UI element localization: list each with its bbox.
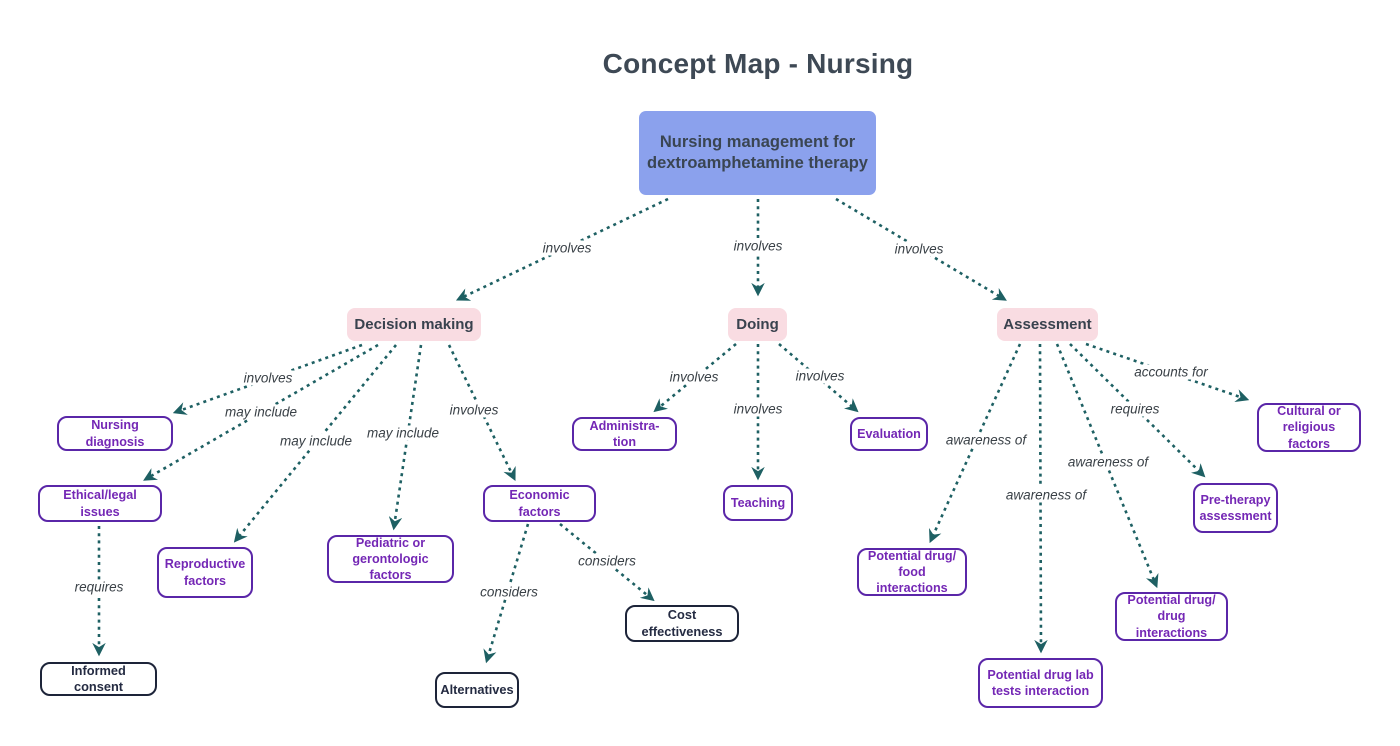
edge-label-involves: involves — [540, 241, 595, 256]
node-decision-making[interactable]: Decision making — [347, 308, 481, 341]
edge-label-involves: involves — [667, 370, 722, 385]
node-potential-drug-lab-tests-interaction[interactable]: Potential drug lab tests interaction — [978, 658, 1103, 708]
edge-label-may-include: may include — [277, 434, 355, 449]
node-informed-consent[interactable]: Informed consent — [40, 662, 157, 696]
edge-label-may-include: may include — [222, 405, 300, 420]
node-teaching[interactable]: Teaching — [723, 485, 793, 521]
node-doing[interactable]: Doing — [728, 308, 787, 341]
edge-label-involves: involves — [241, 371, 296, 386]
edge-label-involves: involves — [892, 242, 947, 257]
node-economic-factors[interactable]: Economic factors — [483, 485, 596, 522]
node-administration[interactable]: Administra-tion — [572, 417, 677, 451]
node-assessment[interactable]: Assessment — [997, 308, 1098, 341]
edge-label-involves: involves — [793, 369, 848, 384]
edge-label-involves: involves — [447, 403, 502, 418]
node-potential-drug-food-interactions[interactable]: Potential drug/ food interactions — [857, 548, 967, 596]
node-ethical-legal-issues[interactable]: Ethical/legal issues — [38, 485, 162, 522]
edge-label-considers: considers — [575, 554, 639, 569]
node-nursing-diagnosis[interactable]: Nursing diagnosis — [57, 416, 173, 451]
node-potential-drug-drug-interactions[interactable]: Potential drug/ drug interactions — [1115, 592, 1228, 641]
node-alternatives[interactable]: Alternatives — [435, 672, 519, 708]
edge-label-awareness-of: awareness of — [943, 433, 1029, 448]
node-cost-effectiveness[interactable]: Cost effectiveness — [625, 605, 739, 642]
node-evaluation[interactable]: Evaluation — [850, 417, 928, 451]
node-pediatric-gerontologic-factors[interactable]: Pediatric or gerontologic factors — [327, 535, 454, 583]
node-pre-therapy-assessment[interactable]: Pre-therapy assessment — [1193, 483, 1278, 533]
node-nursing-management-root[interactable]: Nursing management for dextroamphetamine therapy — [639, 111, 876, 195]
page-title: Concept Map - Nursing — [602, 48, 914, 79]
edge-label-accounts-for: accounts for — [1131, 365, 1211, 380]
node-cultural-religious-factors[interactable]: Cultural or religious factors — [1257, 403, 1361, 452]
edge-label-awareness-of: awareness of — [1003, 488, 1089, 503]
edge-label-requires: requires — [1108, 402, 1163, 417]
edge-label-involves: involves — [731, 402, 786, 417]
edge-label-awareness-of: awareness of — [1065, 455, 1151, 470]
edge-label-requires: requires — [72, 580, 127, 595]
edge-label-involves: involves — [731, 239, 786, 254]
edge-label-may-include: may include — [364, 426, 442, 441]
node-reproductive-factors[interactable]: Reproductive factors — [157, 547, 253, 598]
edge-label-considers: considers — [477, 585, 541, 600]
